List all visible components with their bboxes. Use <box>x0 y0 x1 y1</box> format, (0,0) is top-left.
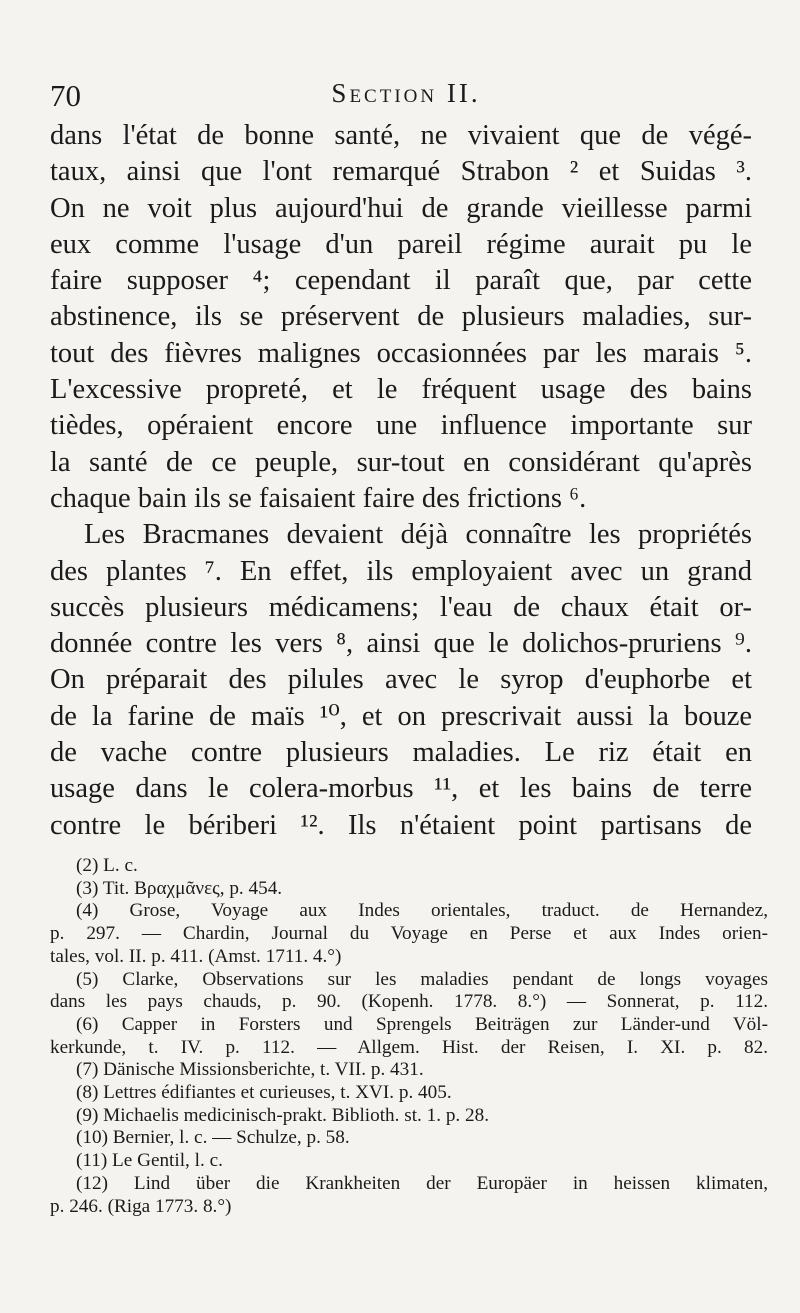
text-line: On ne voit plus aujourd'hui de grande vieillesse parmi <box>50 192 752 224</box>
text-line: donnée contre les vers ⁸, ainsi que le dolichos-pruriens ⁹. <box>50 628 752 660</box>
footnote: (10) Bernier, l. c. — Schulze, p. 58. <box>76 1127 350 1149</box>
text-line: la santé de ce peuple, sur-tout en considérant qu'après <box>50 446 752 478</box>
text-line: chaque bain ils se faisaient faire des frictions ⁶. <box>50 482 587 514</box>
text-line: des plantes ⁷. En effet, ils employaient avec un grand <box>50 555 752 587</box>
text-line: On préparait des pilules avec le syrop d'euphorbe et <box>50 664 752 696</box>
body-text <box>50 118 752 844</box>
footnote: p. 297. — Chardin, Journal du Voyage en Perse et aux Indes orien- <box>50 923 768 945</box>
footnote: (9) Michaelis medicinisch-prakt. Biblioth. st. 1. p. 28. <box>76 1104 489 1126</box>
page-header <box>50 78 750 118</box>
footnote: tales, vol. II. p. 411. (Amst. 1711. 4.°) <box>50 945 342 967</box>
text-line: eux comme l'usage d'un pareil régime aurait pu le <box>50 228 752 260</box>
footnote: kerkunde, t. IV. p. 112. — Allgem. Hist. der Reisen, I. XI. p. 82. <box>50 1036 768 1058</box>
page-number: 70 <box>50 78 81 113</box>
footnote: dans les pays chauds, p. 90. (Kopenh. 1778. 8.°) — Sonnerat, p. 112. <box>50 991 768 1013</box>
text-line: de la farine de maïs ¹⁰, et on prescrivait aussi la bouze <box>50 700 752 732</box>
text-line: dans l'état de bonne santé, ne vivaient que de végé- <box>50 120 752 151</box>
text-line: tièdes, opéraient encore une influence importante sur <box>50 410 752 442</box>
footnote: p. 246. (Riga 1773. 8.°) <box>50 1195 232 1217</box>
footnote: (3) Tit. Βραχμᾶνες, p. 454. <box>76 877 283 899</box>
running-head: Section II. <box>331 78 481 108</box>
text-line: de vache contre plusieurs maladies. Le riz était en <box>50 737 752 769</box>
text-line: tout des fièvres malignes occasionnées par les marais ⁵. <box>50 337 752 369</box>
footnote: (8) Lettres édifiantes et curieuses, t. XVI. p. 405. <box>76 1082 452 1104</box>
text-line: faire supposer ⁴; cependant il paraît que, par cette <box>50 265 752 297</box>
text-line: succès plusieurs médicamens; l'eau de chaux était or- <box>50 591 752 623</box>
text-line: usage dans le colera-morbus ¹¹, et les bains de terre <box>50 773 752 805</box>
text-line: contre le bériberi ¹². Ils n'étaient point partisans de <box>50 809 752 841</box>
text-line: abstinence, ils se préservent de plusieurs maladies, sur- <box>50 301 752 333</box>
footnote: (5) Clarke, Observations sur les maladies pendant de longs voyages <box>76 968 768 990</box>
text-line: L'excessive propreté, et le fréquent usage des bains <box>50 374 752 406</box>
footnote: (2) L. c. <box>76 855 138 876</box>
footnote: (12) Lind über die Krankheiten der Europäer in heissen klimaten, <box>76 1172 768 1194</box>
text-line: taux, ainsi que l'ont remarqué Strabon ² et Suidas ³. <box>50 156 752 188</box>
footnote: (4) Grose, Voyage aux Indes orientales, traduct. de Hernandez, <box>76 900 768 922</box>
footnote: (7) Dänische Missionsberichte, t. VII. p. 431. <box>76 1059 424 1081</box>
text-line: Les Bracmanes devaient déjà connaître les propriétés <box>84 519 752 551</box>
footnote: (11) Le Gentil, l. c. <box>76 1150 223 1172</box>
footnote: (6) Capper in Forsters und Sprengels Beiträgen zur Länder-und Völ- <box>76 1013 768 1035</box>
footnotes <box>50 855 768 1218</box>
